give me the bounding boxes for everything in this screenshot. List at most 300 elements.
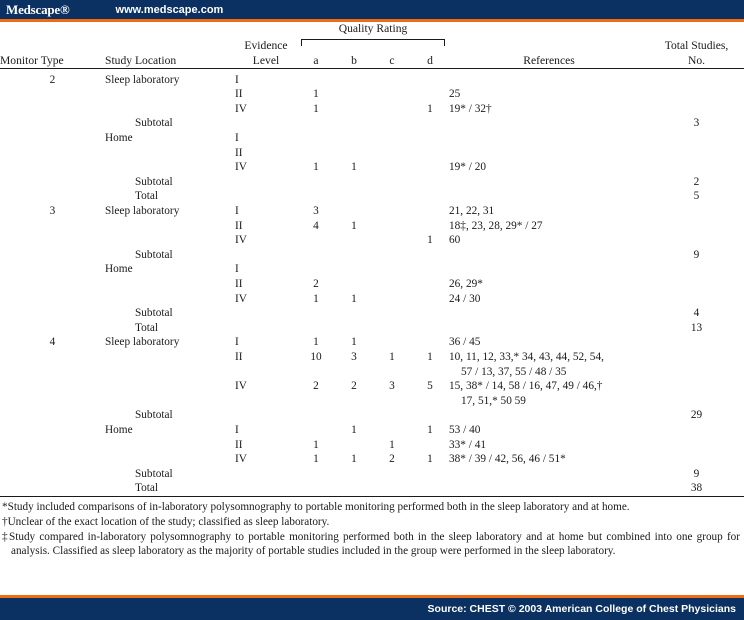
- evidence-level-cell: I: [235, 263, 239, 276]
- quality-d-cell: [411, 306, 449, 321]
- monitor-type-cell: [0, 248, 105, 263]
- quality-a-cell: 2: [313, 278, 319, 290]
- total-studies-cell: 29: [690, 409, 703, 422]
- monitor-type-cell: [0, 189, 105, 204]
- quality-c-cell: [373, 102, 411, 117]
- evidence-level-cell: II: [235, 438, 243, 451]
- table-row: [0, 292, 744, 307]
- quality-c-cell: [373, 87, 411, 102]
- monitor-type-cell: [0, 408, 105, 423]
- table-row: [0, 248, 744, 263]
- monitor-type-cell: [0, 438, 105, 453]
- footnote-text: Study included comparisons of in-laboratory polysomnography to portable monitoring performed both in the sleep laboratory and at home.: [7, 500, 630, 513]
- quality-c-cell: 1: [389, 350, 395, 363]
- study-location-cell: [105, 438, 235, 453]
- quality-b-cell: [335, 481, 373, 496]
- study-location-cell: [105, 160, 235, 175]
- total-studies-cell: 5: [693, 190, 700, 203]
- total-studies-cell: [649, 233, 744, 248]
- references-cell: [449, 321, 649, 336]
- study-location-cell: Subtotal: [135, 117, 173, 130]
- references-line: 24 / 30: [449, 292, 481, 305]
- evidence-level-cell: I: [235, 132, 239, 145]
- medscape-url[interactable]: www.medscape.com: [115, 3, 224, 16]
- references-cell: [449, 219, 649, 234]
- quality-b-cell: [335, 321, 373, 336]
- quality-a-cell: [297, 189, 335, 204]
- quality-d-cell: [411, 481, 449, 496]
- references-cell: [449, 292, 649, 307]
- quality-d-cell: [411, 335, 449, 350]
- quality-a-cell: 1: [313, 161, 319, 174]
- table-body: [0, 73, 744, 497]
- quality-c-cell: [373, 292, 411, 307]
- quality-c-cell: [373, 408, 411, 423]
- evidence-level-cell: II: [235, 88, 243, 101]
- quality-c-cell: 1: [389, 438, 395, 451]
- table-row: [0, 219, 744, 234]
- references-cell: [449, 87, 649, 102]
- references-cell: [449, 160, 649, 175]
- quality-d-cell: [411, 321, 449, 336]
- total-studies-cell: [649, 219, 744, 234]
- quality-a-cell: 1: [313, 102, 319, 115]
- header-references: References: [523, 53, 575, 67]
- references-cell: [449, 423, 649, 438]
- quality-a-cell: 10: [310, 350, 322, 363]
- total-studies-cell: [649, 146, 744, 161]
- evidence-level-line1: Evidence: [244, 39, 288, 52]
- quality-a-cell: [297, 423, 335, 438]
- quality-d-cell: [411, 131, 449, 146]
- monitor-type-cell: [0, 160, 105, 175]
- monitor-type-cell: [0, 277, 105, 292]
- footnote-text: Unclear of the exact location of the study; classified as sleep laboratory.: [7, 515, 330, 528]
- table-row: [0, 452, 744, 467]
- references-line: 36 / 45: [449, 336, 481, 349]
- references-line: 21, 22, 31: [449, 205, 495, 218]
- quality-c-cell: [373, 335, 411, 350]
- total-studies-cell: [649, 350, 744, 379]
- quality-a-cell: 4: [313, 219, 319, 232]
- monitor-type-cell: [0, 350, 105, 379]
- table-row: [0, 131, 744, 146]
- references-cell: [449, 306, 649, 321]
- brand-bar: [0, 0, 744, 19]
- monitor-type-cell: [0, 233, 105, 248]
- quality-a-cell: [297, 175, 335, 190]
- quality-d-cell: [411, 189, 449, 204]
- quality-d-cell: [411, 160, 449, 175]
- table-row: [0, 87, 744, 102]
- quality-d-cell: 1: [427, 453, 433, 466]
- table-row: [0, 175, 744, 190]
- quality-b-cell: [335, 277, 373, 292]
- quality-c-cell: [373, 321, 411, 336]
- table-row: [0, 146, 744, 161]
- quality-d-cell: [411, 438, 449, 453]
- total-studies-cell: [649, 335, 744, 350]
- quality-rating-title: Quality Rating: [338, 22, 408, 35]
- evidence-level-cell: I: [235, 423, 239, 436]
- references-line: 60: [449, 234, 461, 247]
- quality-a-cell: 1: [313, 88, 319, 101]
- study-location-cell: Total: [135, 321, 159, 334]
- footnote-marker: ‡: [2, 530, 10, 543]
- references-cell: [449, 452, 649, 467]
- table-row: [0, 116, 744, 131]
- quality-d-cell: [411, 292, 449, 307]
- monitor-type-cell: [0, 452, 105, 467]
- quality-a-cell: 1: [313, 292, 319, 305]
- monitor-type-cell: [0, 175, 105, 190]
- evidence-level-cell: [235, 116, 297, 131]
- references-cell: [449, 146, 649, 161]
- quality-b-cell: 2: [351, 380, 357, 393]
- study-location-cell: Subtotal: [135, 175, 173, 188]
- footnotes: [0, 497, 744, 558]
- evidence-level-cell: [235, 175, 297, 190]
- monitor-type-cell: [0, 146, 105, 161]
- table-row: [0, 204, 744, 219]
- evidence-level-cell: IV: [235, 380, 247, 393]
- quality-c-cell: [373, 204, 411, 219]
- total-studies-line2: No.: [687, 53, 706, 67]
- table-container: [0, 22, 744, 559]
- footnote-marker: †: [2, 515, 8, 528]
- footnote-text: Study compared in-laboratory polysomnography to portable monitoring performed both in the sleep laboratory and at home but combined into one group for analysis. Classified as sleep laboratory as the majority of portable studies included in the group were performed in the sleep laboratory.: [9, 530, 740, 557]
- quality-a-cell: 1: [313, 453, 319, 466]
- quality-d-cell: [411, 467, 449, 482]
- header-quality-b: b: [351, 53, 357, 67]
- quality-d-cell: 1: [427, 234, 433, 247]
- medscape-logo: Medscape®: [6, 1, 70, 17]
- quality-c-cell: [373, 233, 411, 248]
- header-quality-a: a: [313, 53, 319, 67]
- table-row: [0, 467, 744, 482]
- evidence-level-cell: II: [235, 350, 243, 363]
- study-location-cell: [105, 277, 235, 292]
- study-location-cell: [105, 87, 235, 102]
- quality-b-cell: [335, 146, 373, 161]
- study-location-cell: Subtotal: [135, 307, 173, 320]
- quality-a-cell: 2: [313, 380, 319, 393]
- table-row: [0, 350, 744, 379]
- total-studies-cell: [649, 160, 744, 175]
- quality-a-cell: [297, 262, 335, 277]
- references-cell: [449, 233, 649, 248]
- quality-d-cell: [411, 175, 449, 190]
- quality-d-cell: [411, 408, 449, 423]
- quality-a-cell: [297, 233, 335, 248]
- table-row: [0, 481, 744, 496]
- references-cell: [449, 408, 649, 423]
- quality-c-cell: [373, 467, 411, 482]
- table-row: [0, 277, 744, 292]
- quality-d-cell: [411, 73, 449, 88]
- evidence-level-cell: [235, 321, 297, 336]
- quality-a-cell: [297, 481, 335, 496]
- quality-c-cell: [373, 248, 411, 263]
- quality-a-cell: [297, 248, 335, 263]
- references-cell: [449, 248, 649, 263]
- study-location-cell: Sleep laboratory: [105, 73, 180, 86]
- quality-c-cell: [373, 175, 411, 190]
- source-bar: [0, 598, 744, 620]
- total-studies-cell: 3: [693, 117, 700, 130]
- references-line-continued: 17, 51,* 50 59: [461, 394, 526, 407]
- quality-d-cell: [411, 146, 449, 161]
- references-cell: [449, 175, 649, 190]
- total-studies-cell: 9: [693, 248, 700, 261]
- study-location-cell: Sleep laboratory: [105, 336, 180, 349]
- quality-c-cell: [373, 423, 411, 438]
- quality-c-cell: [373, 160, 411, 175]
- quality-c-cell: [373, 306, 411, 321]
- study-location-cell: Subtotal: [135, 467, 173, 480]
- quality-d-cell: 1: [427, 350, 433, 363]
- references-line: 19* / 32†: [449, 102, 492, 115]
- table-row: [0, 408, 744, 423]
- references-cell: [449, 277, 649, 292]
- evidence-level-cell: [235, 189, 297, 204]
- study-location-cell: [105, 233, 235, 248]
- quality-c-cell: [373, 116, 411, 131]
- quality-c-cell: [373, 146, 411, 161]
- references-cell: [449, 102, 649, 117]
- evidence-level-cell: [235, 467, 297, 482]
- header-study-location: Study Location: [105, 53, 177, 67]
- quality-b-cell: 1: [351, 219, 357, 232]
- quality-d-cell: [411, 204, 449, 219]
- evidence-level-cell: IV: [235, 234, 247, 247]
- total-studies-cell: [649, 379, 744, 408]
- total-studies-cell: 2: [693, 175, 700, 188]
- total-studies-cell: [649, 292, 744, 307]
- references-line: 18‡, 23, 28, 29* / 27: [449, 219, 543, 232]
- quality-c-cell: [373, 131, 411, 146]
- evidence-level-cell: [235, 306, 297, 321]
- total-studies-cell: [649, 452, 744, 467]
- study-location-cell: Subtotal: [135, 409, 173, 422]
- footnote: [2, 500, 740, 514]
- footnote: [2, 530, 740, 559]
- total-studies-cell: 9: [693, 467, 700, 480]
- quality-b-cell: 1: [351, 423, 357, 436]
- footnote-marker: *: [2, 500, 8, 513]
- study-location-cell: Home: [105, 263, 133, 276]
- table-row: [0, 321, 744, 336]
- quality-d-cell: [411, 277, 449, 292]
- quality-b-cell: [335, 116, 373, 131]
- column-labels-row: [0, 54, 744, 69]
- quality-c-cell: [373, 73, 411, 88]
- total-studies-cell: [649, 102, 744, 117]
- quality-a-cell: [297, 467, 335, 482]
- quality-c-cell: 3: [389, 380, 395, 393]
- header-quality-d: d: [427, 53, 433, 67]
- quality-b-cell: [335, 467, 373, 482]
- evidence-level-cell: IV: [235, 453, 247, 466]
- references-cell: [449, 438, 649, 453]
- table-row: [0, 262, 744, 277]
- quality-b-cell: [335, 204, 373, 219]
- monitor-type-cell: [0, 379, 105, 408]
- study-location-cell: Sleep laboratory: [105, 205, 180, 218]
- monitor-type-cell: 4: [49, 336, 56, 349]
- total-studies-cell: [649, 277, 744, 292]
- table-row: [0, 306, 744, 321]
- evidence-level-cell: IV: [235, 292, 247, 305]
- source-text: Source: CHEST © 2003 American College of Chest Physicians: [427, 603, 736, 615]
- evidence-level-cell: [235, 481, 297, 496]
- table-row: [0, 335, 744, 350]
- references-line: 10, 11, 12, 33,* 34, 43, 44, 52, 54,: [449, 350, 604, 363]
- study-location-cell: Total: [135, 482, 159, 495]
- footnote: [2, 515, 740, 529]
- quality-a-cell: [297, 131, 335, 146]
- total-studies-line1: Total Studies,: [664, 39, 729, 52]
- quality-d-cell: [411, 87, 449, 102]
- evidence-level-cell: II: [235, 146, 243, 159]
- monitor-type-cell: [0, 116, 105, 131]
- quality-c-cell: [373, 481, 411, 496]
- study-location-cell: Home: [105, 132, 133, 145]
- quality-rating-title-row: [0, 22, 744, 39]
- references-line: 25: [449, 88, 461, 101]
- quality-d-cell: [411, 116, 449, 131]
- references-cell: [449, 335, 649, 350]
- evidence-level-cell: I: [235, 205, 239, 218]
- total-studies-cell: [649, 131, 744, 146]
- total-studies-cell: [649, 438, 744, 453]
- evidence-level-line2: Level: [252, 53, 280, 67]
- study-location-cell: [105, 379, 235, 408]
- quality-a-cell: [297, 306, 335, 321]
- monitor-type-cell: [0, 321, 105, 336]
- quality-a-cell: [297, 73, 335, 88]
- monitor-type-cell: [0, 219, 105, 234]
- total-studies-cell: [649, 423, 744, 438]
- table-row: [0, 438, 744, 453]
- quality-a-cell: 1: [313, 438, 319, 451]
- monitor-type-cell: [0, 481, 105, 496]
- references-cell: [449, 131, 649, 146]
- study-location-cell: [105, 350, 235, 379]
- quality-b-cell: 3: [351, 350, 357, 363]
- quality-b-cell: [335, 73, 373, 88]
- table-row: [0, 73, 744, 88]
- references-line: 15, 38* / 14, 58 / 16, 47, 49 / 46,†: [449, 380, 603, 393]
- quality-a-cell: [297, 408, 335, 423]
- references-line: 19* / 20: [449, 161, 487, 174]
- monitor-type-cell: 3: [49, 205, 56, 218]
- table-row: [0, 160, 744, 175]
- quality-b-cell: 1: [351, 292, 357, 305]
- quality-b-cell: [335, 87, 373, 102]
- evidence-level-cell: [235, 408, 297, 423]
- references-line: 53 / 40: [449, 423, 481, 436]
- study-location-cell: [105, 219, 235, 234]
- quality-c-cell: [373, 219, 411, 234]
- table-row: [0, 189, 744, 204]
- references-cell: [449, 73, 649, 88]
- quality-d-cell: [411, 219, 449, 234]
- evidence-level-cell: I: [235, 73, 239, 86]
- study-location-cell: Subtotal: [135, 248, 173, 261]
- evidence-level-cell: [235, 248, 297, 263]
- quality-b-cell: [335, 175, 373, 190]
- quality-b-cell: 1: [351, 336, 357, 349]
- quality-c-cell: [373, 262, 411, 277]
- quality-b-cell: [335, 248, 373, 263]
- evidence-table: [0, 22, 744, 497]
- quality-b-cell: [335, 131, 373, 146]
- table-header: [0, 22, 744, 73]
- references-cell: [449, 262, 649, 277]
- quality-b-cell: [335, 189, 373, 204]
- references-cell: [449, 350, 649, 379]
- monitor-type-cell: 2: [49, 73, 56, 86]
- evidence-level-cell: II: [235, 278, 243, 290]
- quality-b-cell: [335, 262, 373, 277]
- quality-d-cell: 1: [427, 423, 433, 436]
- references-cell: [449, 204, 649, 219]
- evidence-level-row: [0, 39, 744, 54]
- evidence-level-cell: II: [235, 219, 243, 232]
- references-line: 33* / 41: [449, 438, 487, 451]
- table-row: [0, 423, 744, 438]
- table-row: [0, 233, 744, 248]
- monitor-type-cell: [0, 131, 105, 146]
- references-line: 26, 29*: [449, 278, 483, 290]
- table-row: [0, 102, 744, 117]
- references-cell: [449, 189, 649, 204]
- total-studies-cell: [649, 204, 744, 219]
- quality-rating-bracket: [301, 39, 445, 46]
- quality-b-cell: [335, 306, 373, 321]
- references-cell: [449, 116, 649, 131]
- total-studies-cell: 13: [690, 321, 703, 334]
- study-location-cell: [105, 292, 235, 307]
- study-location-cell: [105, 452, 235, 467]
- monitor-type-cell: [0, 292, 105, 307]
- total-studies-cell: [649, 262, 744, 277]
- header-quality-c: c: [389, 53, 395, 67]
- total-studies-cell: [649, 87, 744, 102]
- total-studies-cell: 4: [693, 307, 700, 320]
- monitor-type-cell: [0, 467, 105, 482]
- study-location-cell: [105, 146, 235, 161]
- quality-a-cell: [297, 116, 335, 131]
- quality-d-cell: 1: [427, 102, 433, 115]
- study-location-cell: [105, 102, 235, 117]
- quality-d-cell: [411, 248, 449, 263]
- study-location-cell: Total: [135, 190, 159, 203]
- quality-d-cell: [411, 262, 449, 277]
- quality-d-cell: 5: [427, 380, 433, 393]
- evidence-level-cell: IV: [235, 102, 247, 115]
- quality-b-cell: [335, 102, 373, 117]
- total-studies-cell: [649, 73, 744, 88]
- quality-a-cell: [297, 146, 335, 161]
- quality-a-cell: 1: [313, 336, 319, 349]
- references-line-continued: 57 / 13, 37, 55 / 48 / 35: [461, 365, 567, 378]
- quality-b-cell: [335, 438, 373, 453]
- quality-a-cell: 3: [313, 205, 319, 218]
- references-cell: [449, 481, 649, 496]
- evidence-level-cell: I: [235, 336, 239, 349]
